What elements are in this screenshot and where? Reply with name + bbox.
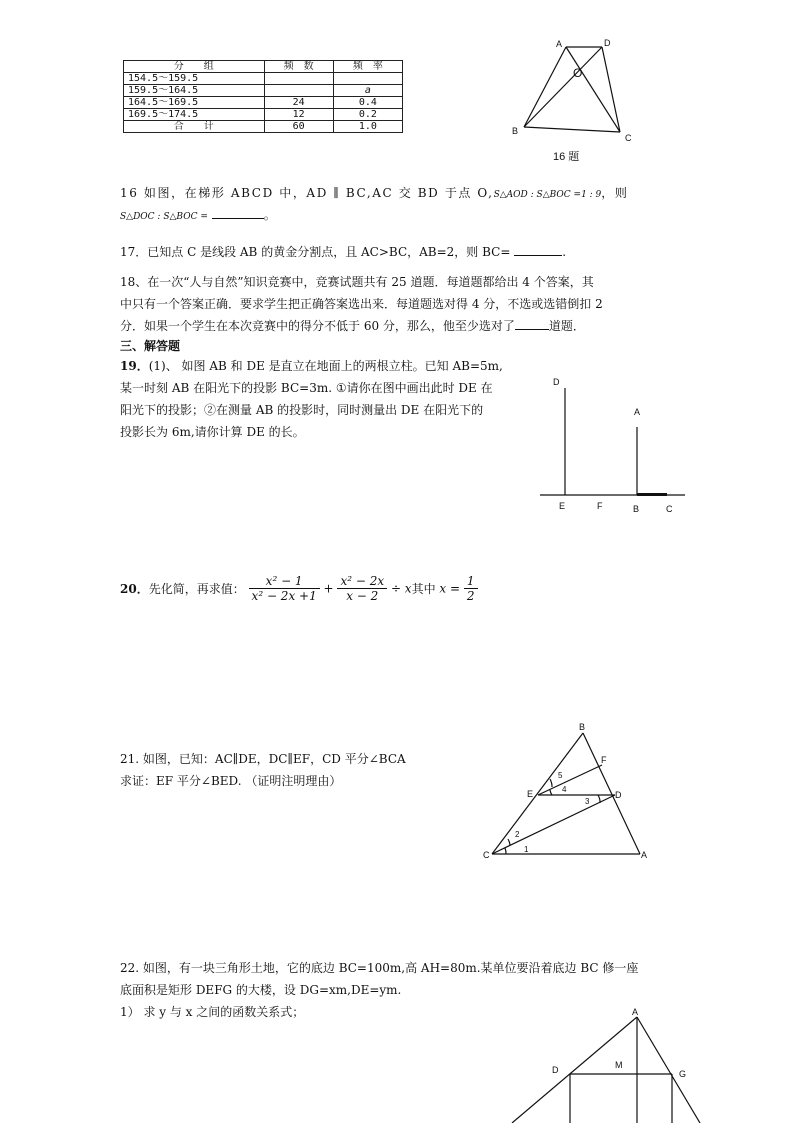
triangle-figure: [480, 718, 660, 868]
q18-line1: 18、在一次“人与自然”知识竞赛中，竞赛试题共有 25 道题．每道题都给出 4 个答案，其: [120, 275, 594, 289]
label-O: O: [573, 66, 583, 80]
table-row: [124, 109, 403, 121]
answer-blank: [514, 243, 562, 256]
value-numerator: 1: [464, 574, 478, 589]
q19-line2: 某一时刻 AB 在阳光下的投影 BC=3m. ①请你在图中画出此时 DE 在: [120, 381, 493, 395]
fraction-2: [337, 574, 387, 603]
label-E: E: [527, 789, 534, 799]
table-cell: [333, 73, 402, 85]
value-fraction: [464, 574, 478, 603]
label-B: B: [633, 504, 640, 514]
q19-number: 19．: [120, 359, 149, 373]
table-cell: 0.2: [333, 109, 402, 121]
question-17: [120, 242, 566, 262]
q22-line2: 底面积是矩形 DEFG 的大楼，设 DG=xm,DE=ym.: [120, 983, 402, 997]
question-20: [120, 574, 478, 603]
question-19-line1: [120, 356, 503, 376]
where-text: 其中: [411, 582, 436, 596]
fraction-1-numerator: x² − 1: [249, 574, 320, 589]
q19-line4: 投影长为 6m,请你计算 DE 的长。: [120, 425, 305, 439]
label-A: A: [634, 407, 641, 417]
trapezoid-figure: [500, 35, 650, 165]
table-cell: [264, 85, 333, 97]
table-header-row: [124, 61, 403, 73]
q19-line1: (1)、 如图 AB 和 DE 是直立在地面上的两根立柱。已知 AB=5m,: [148, 359, 503, 373]
q20-number: 20．: [120, 582, 149, 596]
fraction-1: [249, 574, 320, 603]
label-M: M: [615, 1060, 623, 1070]
fraction-2-denominator: x − 2: [346, 589, 379, 603]
angle-3: 3: [585, 797, 590, 806]
label-A: A: [632, 1007, 639, 1017]
value-denominator: 2: [466, 589, 475, 603]
q21-line2: 求证：EF 平分∠BED. （证明注明理由）: [120, 774, 342, 788]
label-D: D: [604, 38, 611, 48]
table-row: [124, 85, 403, 97]
table-row: [124, 97, 403, 109]
table-cell: 164.5～169.5: [124, 97, 265, 109]
q19-line3: 阳光下的投影；②在测量 AB 的投影时，同时测量出 DE 在阳光下的: [120, 403, 484, 417]
figure-caption: 16 题: [553, 151, 580, 163]
table-row: [124, 73, 403, 85]
q21-line1: 21. 如图，已知：AC∥DE，DC∥EF，CD 平分∠BCA: [120, 752, 406, 766]
q20-text: 先化简，再求值：: [148, 582, 245, 596]
label-D: D: [553, 377, 560, 387]
answer-blank: [212, 206, 264, 219]
table-cell: 合 计: [124, 121, 265, 133]
table-cell: 12: [264, 109, 333, 121]
table-row: [124, 121, 403, 133]
question-16: [120, 183, 628, 205]
fraction-2-numerator: x² − 2x: [337, 574, 387, 589]
table-cell: 169.5～174.5: [124, 109, 265, 121]
table-cell: 60: [264, 121, 333, 133]
label-B: B: [512, 126, 519, 136]
q16-ratio2: S△DOC : S△BOC =: [120, 212, 208, 222]
q17-text: 17．已知点 C 是线段 AB 的黄金分割点，且 AC>BC，AB=2，则 BC=: [120, 245, 511, 259]
table-cell: 1.0: [333, 121, 402, 133]
question-16-line2: [120, 205, 276, 227]
label-C: C: [625, 133, 632, 143]
q18-line3: 分．如果一个学生在本次竞赛中的得分不低于 60 分，那么，他至少选对了: [120, 319, 515, 333]
frequency-table: [123, 60, 403, 133]
table-cell: [264, 73, 333, 85]
q16-ratio1: S△AOD : S△BOC =1 : 9: [493, 190, 602, 200]
label-C: C: [666, 504, 673, 514]
q16-end: 。: [263, 208, 276, 222]
header-frequency: 频 数: [264, 61, 333, 73]
section-heading: 三、解答题: [120, 339, 181, 353]
question-18-line3: [120, 316, 585, 336]
land-figure: [500, 1005, 710, 1123]
label-C: C: [483, 850, 490, 860]
table-cell: a: [333, 85, 402, 97]
label-A: A: [556, 39, 563, 49]
header-rate: 频 率: [333, 61, 402, 73]
table-cell: 24: [264, 97, 333, 109]
q17-end: .: [562, 245, 567, 259]
q16-text: 16 如图，在梯形 ABCD 中，AD ∥ BC,AC 交 BD 于点 O,: [120, 186, 494, 200]
label-D: D: [552, 1065, 559, 1075]
answer-blank: [515, 317, 549, 330]
table-cell: 159.5～164.5: [124, 85, 265, 97]
plus-sign: +: [323, 581, 334, 596]
posts-figure: [540, 375, 690, 515]
table-cell: 0.4: [333, 97, 402, 109]
q22-line3: 1） 求 y 与 x 之间的函数关系式；: [120, 1005, 305, 1019]
angle-2: 2: [515, 830, 520, 839]
q16-then: ，则: [601, 186, 629, 200]
label-G: G: [679, 1069, 687, 1079]
q22-line1: 22. 如图，有一块三角形土地，它的底边 BC=100m,高 AH=80m.某单位要沿着底边 BC 修一座: [120, 961, 639, 975]
label-F: F: [597, 501, 603, 511]
angle-1: 1: [524, 845, 529, 854]
label-E: E: [559, 501, 566, 511]
q18-end: 道题．: [548, 319, 585, 333]
label-F: F: [601, 755, 607, 765]
label-B: B: [579, 722, 586, 732]
label-A: A: [641, 850, 648, 860]
x-equals: x =: [439, 581, 461, 596]
divide-x: ÷ x: [390, 581, 412, 596]
fraction-1-denominator: x² − 2x +1: [251, 589, 317, 603]
label-D: D: [615, 790, 622, 800]
angle-5: 5: [558, 771, 563, 780]
angle-4: 4: [562, 785, 567, 794]
table-cell: 154.5～159.5: [124, 73, 265, 85]
header-group: 分 组: [124, 61, 265, 73]
q18-line2: 中只有一个答案正确．要求学生把正确答案选出来．每道题选对得 4 分，不选或选错倒扣 2: [120, 297, 603, 311]
